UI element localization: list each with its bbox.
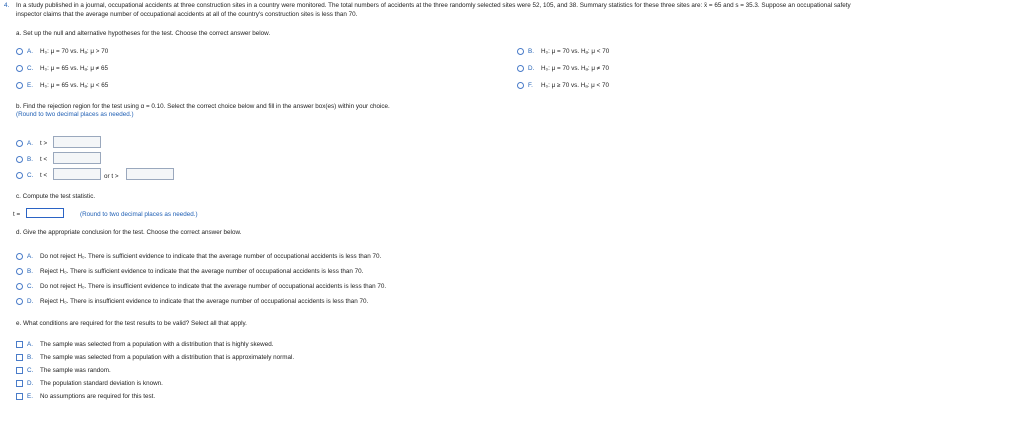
radio-button[interactable] — [16, 253, 23, 260]
option-text: t < — [40, 172, 48, 179]
question-stem-line2: inspector claims that the average number of occupational accidents at all of the country's construction sites is less than 70. — [16, 11, 358, 18]
option-text: The sample was random. — [40, 367, 111, 374]
option-letter: B. — [528, 48, 534, 55]
radio-button[interactable] — [16, 283, 23, 290]
answer-box[interactable] — [53, 152, 101, 164]
option-letter: F. — [528, 82, 533, 89]
option-letter: C. — [27, 367, 34, 374]
option-letter: C. — [27, 65, 34, 72]
checkbox[interactable] — [16, 367, 23, 374]
option-text: Reject H₀. There is insufficient evidence to indicate that the average number of occupational accidents is less than 70. — [40, 298, 369, 305]
option-letter: C. — [27, 172, 34, 179]
option-letter: E. — [27, 82, 33, 89]
checkbox[interactable] — [16, 341, 23, 348]
question-stem-line1: In a study published in a journal, occupational accidents at three construction sites in a country were monitored. The total numbers of accidents at the three randomly selected sites were 52, 105, and 38. Summary statistics for these three sites are: x̄ = 65 and s = 35.3. Suppose an occupational safety — [16, 2, 851, 9]
part-b-prompt: b. Find the rejection region for the test using α = 0.10. Select the correct choice below and fill in the answer box(es) within your choice. — [16, 103, 390, 110]
part-e-prompt: e. What conditions are required for the test results to be valid? Select all that apply. — [16, 320, 247, 327]
radio-button[interactable] — [16, 82, 23, 89]
radio-button[interactable] — [16, 172, 23, 179]
checkbox[interactable] — [16, 380, 23, 387]
answer-box[interactable] — [53, 136, 101, 148]
radio-button[interactable] — [16, 298, 23, 305]
option-letter: B. — [27, 156, 33, 163]
option-letter: A. — [27, 341, 33, 348]
option-letter: B. — [27, 354, 33, 361]
option-text: H₀: μ = 65 vs. Hₐ: μ ≠ 65 — [40, 65, 108, 72]
radio-button[interactable] — [517, 48, 524, 55]
option-text: H₀: μ ≥ 70 vs. Hₐ: μ < 70 — [541, 82, 609, 89]
option-letter: B. — [27, 268, 33, 275]
radio-button[interactable] — [517, 65, 524, 72]
option-text: H₀: μ = 70 vs. Hₐ: μ ≠ 70 — [541, 65, 609, 72]
radio-button[interactable] — [16, 65, 23, 72]
option-letter: A. — [27, 48, 33, 55]
part-c-prompt: c. Compute the test statistic. — [16, 193, 96, 200]
option-text: Reject H₀. There is sufficient evidence to indicate that the average number of occupational accidents is less than 70. — [40, 268, 364, 275]
option-text: The population standard deviation is known. — [40, 380, 163, 387]
option-letter: D. — [27, 298, 34, 305]
option-text: Do not reject H₀. There is insufficient evidence to indicate that the average number of occupational accidents is less than 70. — [40, 283, 387, 290]
option-text: H₀: μ = 70 vs. Hₐ: μ > 70 — [40, 48, 109, 55]
option-text: t > — [40, 140, 48, 147]
option-text: t < — [40, 156, 48, 163]
radio-button[interactable] — [16, 268, 23, 275]
checkbox[interactable] — [16, 354, 23, 361]
checkbox[interactable] — [16, 393, 23, 400]
option-text: H₀: μ = 70 vs. Hₐ: μ < 70 — [541, 48, 610, 55]
option-text: No assumptions are required for this test. — [40, 393, 156, 400]
answer-box-lower[interactable] — [53, 168, 101, 180]
test-statistic-label: t = — [13, 211, 21, 218]
part-d-prompt: d. Give the appropriate conclusion for the test. Choose the correct answer below. — [16, 229, 242, 236]
question-number: 4. — [4, 2, 10, 9]
part-b-note: (Round to two decimal places as needed.) — [16, 111, 134, 118]
part-a-prompt: a. Set up the null and alternative hypotheses for the test. Choose the correct answer below. — [16, 30, 271, 37]
radio-button[interactable] — [16, 48, 23, 55]
radio-button[interactable] — [517, 82, 524, 89]
or-label: or t > — [104, 173, 119, 180]
option-letter: D. — [528, 65, 535, 72]
radio-button[interactable] — [16, 140, 23, 147]
option-letter: A. — [27, 253, 33, 260]
option-letter: A. — [27, 140, 33, 147]
option-letter: D. — [27, 380, 34, 387]
option-text: The sample was selected from a population with a distribution that is highly skewed. — [40, 341, 274, 348]
test-statistic-input[interactable] — [26, 208, 64, 218]
option-text: Do not reject H₀. There is sufficient evidence to indicate that the average number of occupational accidents is less than 70. — [40, 253, 382, 260]
radio-button[interactable] — [16, 156, 23, 163]
option-text: The sample was selected from a population with a distribution that is approximately normal. — [40, 354, 295, 361]
option-letter: E. — [27, 393, 33, 400]
option-text: H₀: μ = 65 vs. Hₐ: μ < 65 — [40, 82, 109, 89]
part-c-note: (Round to two decimal places as needed.) — [80, 211, 198, 218]
answer-box-upper[interactable] — [126, 168, 174, 180]
option-letter: C. — [27, 283, 34, 290]
